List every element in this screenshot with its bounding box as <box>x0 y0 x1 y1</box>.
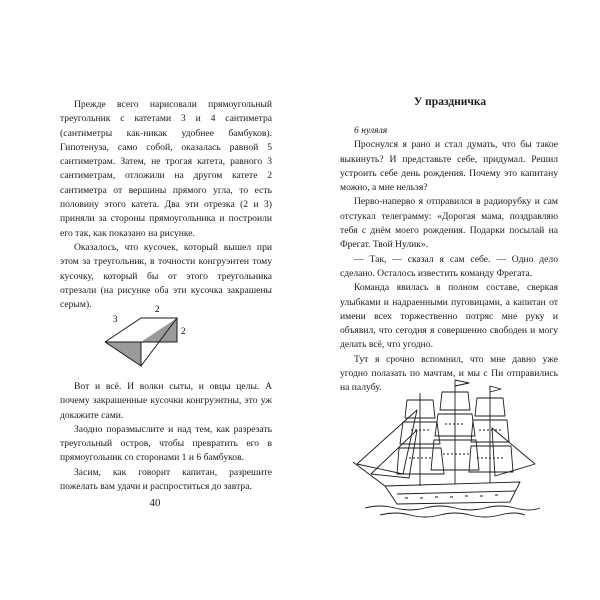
jib-sail <box>357 410 417 474</box>
paragraph: Прежде всего нарисовали прямоугольный треугольник с катетами 3 и 4 сантиметра (сантиметры как-никак удобнее бамбуков). Гипотенуза, само собой, оказалась равной 5 сантиметрам. Затем, не трогая катета, равного 3 сантиметрам, отложили на другом катете 2 сантиметра от вершины прямого угла, то есть половину этого катета. Два эти отрезка (2 и 3) приняли за стороны прямоугольника и построили его так, как показано на рисунке. <box>60 99 272 239</box>
paragraph: Засим, как говорит капитан, разрешите пожелать вам удачи и распроститься до завтра. <box>60 466 272 493</box>
diary-date: 6 нуляля <box>354 125 388 136</box>
left-top-text <box>60 98 272 312</box>
label-3: 3 <box>113 314 118 324</box>
paragraph: Заодно поразмыслите и над тем, как разрезать треугольный остров, чтобы превратить его в прямоугольник со сторонами 1 и 6 бамбуков. <box>60 423 272 464</box>
paragraph: Проснулся я рано и стал думать, что бы такое выкинуть? И представьте себе, придумал. Решил устроить себе день рождения. Почему это капитану можно, а мне нельзя? <box>340 139 558 194</box>
paragraph: Оказалось, что кусочек, который вышел при этом за треугольник, в точности конгруэнтен тому кусочку, который бы от этого треугольника отрезали (на рисунке оба эти кусочка закрашены серым). <box>60 241 272 311</box>
right-text <box>340 124 558 396</box>
page-number: 40 <box>149 497 161 509</box>
shaded-piece-right <box>141 318 177 342</box>
sailing-ship-illustration <box>345 378 550 523</box>
paragraph: Тут я срочно вспомнил, что мне давно уже угодно полазать по мачтам, и мы с Пи отправились на палубу. <box>340 353 558 394</box>
label-2-right: 2 <box>181 326 186 336</box>
waves <box>365 506 540 510</box>
paragraph: Вот и всё. И волки сыты, и овцы целы. А почему закрашенные кусочки конгруэнтны, это уж докажите сами. <box>60 381 272 421</box>
paragraph: Перво-наперво я отправился в радиорубку и сам отстукал телеграмму: «Дорогая мама, поздравляю тебя с днём моего рождения. Подарки посылай на Фрегат. Твой Нулик». <box>340 196 558 251</box>
paragraph: — Так, — сказал я сам себе. — Одно дело сделано. Осталось известить команду Фрегата. <box>340 253 558 279</box>
paragraph: Команда явилась в полном составе, сверкая улыбками и надраенными пуговицами, а капитан от имени всех торжественно потряс мне руку и объявил, что сегодня я совершенно свободен и могу делать всё, что угодно. <box>340 282 558 351</box>
chapter-title: У праздничка <box>413 96 487 108</box>
label-2-top: 2 <box>155 304 160 314</box>
triangle-figure <box>95 290 215 370</box>
left-bottom-text <box>60 380 272 494</box>
